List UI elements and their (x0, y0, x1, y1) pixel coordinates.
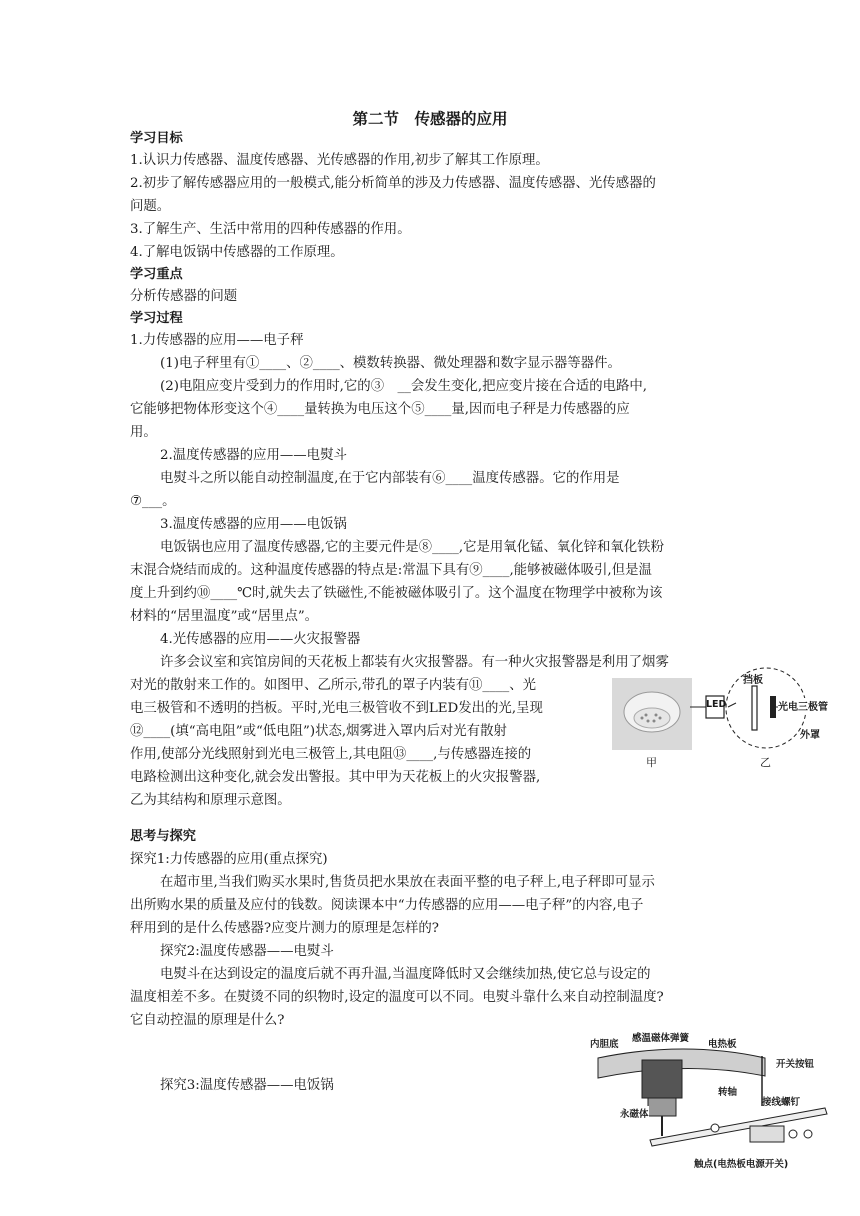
terminal-block (750, 1126, 784, 1142)
heading-key-point: 学习重点 (130, 267, 183, 282)
goal-3: 3.了解生产、生活中常用的四种传感器的作用。 (130, 222, 411, 237)
heading-explore: 思考与探究 (130, 829, 196, 844)
label-yi: 乙 (760, 756, 771, 769)
shaft-pivot (711, 1124, 719, 1132)
label-inner-bottom: 内胆底 (590, 1039, 619, 1050)
section-2-text-cont: ⑦___。 (130, 494, 176, 509)
explore-2-text: 电熨斗在达到设定的温度后就不再升温,当温度降低时又会继续加热,使它总与设定的 (160, 967, 651, 982)
section-4-text-cont2: 电三极管和不透明的挡板。平时,光电三极管收不到LED发出的光,呈现 (130, 701, 543, 716)
explore-3-title: 探究3:温度传感器——电饭锅 (160, 1078, 334, 1093)
permanent-magnet (648, 1098, 676, 1116)
lever-arm (650, 1108, 827, 1146)
figure-rice-cooker (590, 1033, 845, 1176)
magnet-spring-body (642, 1060, 682, 1098)
screw-2 (804, 1130, 812, 1138)
section-1-q2-cont: 它能够把物体形变这个④____量转换为电压这个⑤____量,因而电子秤是力传感器的应 (130, 402, 630, 417)
explore-2-text-cont1: 温度相差不多。在熨烫不同的织物时,设定的温度可以不同。电熨斗靠什么来自动控制温度? (130, 990, 664, 1005)
heading-goals: 学习目标 (130, 131, 183, 146)
section-1-q2-end: 用。 (130, 425, 157, 440)
section-3-text-cont3: 材料的“居里温度”或“居里点”。 (130, 609, 319, 624)
section-3-text-cont1: 末混合烧结而成的。这种温度传感器的特点是:常温下具有⑨____,能够被磁体吸引,但是温 (130, 563, 652, 578)
label-heater: 电热板 (708, 1039, 737, 1050)
label-phototransistor: 光电三极管 (778, 698, 828, 713)
phototransistor (770, 696, 776, 718)
explore-1-text-cont1: 出所购水果的质量及应付的钱数。阅读课本中“力传感器的应用——电子秤”的内容,电子 (130, 898, 644, 913)
label-shaft: 转轴 (718, 1087, 738, 1098)
section-1-q1: (1)电子秤里有①____、②____、模数转换器、微处理器和数字显示器等器件。 (160, 356, 621, 371)
key-point: 分析传感器的问题 (130, 289, 238, 304)
label-baffle: 挡板 (743, 675, 763, 686)
explore-2-title: 探究2:温度传感器——电熨斗 (160, 944, 334, 959)
explore-2-text-cont2: 它自动控温的原理是什么? (130, 1013, 285, 1028)
section-4-text-cont3: ⑫____(填“高电阻”或“低电阻”)状态,烟雾进入罩内后对光有散射 (130, 724, 507, 739)
label-contact: 触点(电热板电源开关) (694, 1159, 789, 1170)
label-switch-button: 开关按钮 (776, 1059, 815, 1070)
explore-1-text-cont2: 秤用到的是什么传感器?应变片测力的原理是怎样的? (130, 921, 439, 936)
goal-1: 1.认识力传感器、温度传感器、光传感器的作用,初步了解其工作原理。 (130, 153, 549, 168)
screw-1 (789, 1130, 797, 1138)
label-screw: 接线螺钉 (762, 1097, 801, 1108)
section-4-text-cont6: 乙为其结构和原理示意图。 (130, 793, 291, 808)
section-3-text-cont2: 度上升到约⑩____℃时,就失去了铁磁性,不能被磁体吸引了。这个温度在物理学中被称为该 (130, 586, 663, 601)
section-4-text-cont5: 电路检测出这种变化,就会发出警报。其中甲为天花板上的火灾报警器, (130, 770, 541, 785)
section-4-title: 4.光传感器的应用——火灾报警器 (160, 632, 361, 647)
section-1-q2: (2)电阻应变片受到力的作用时,它的③ __会发生变化,把应变片接在合适的电路中, (160, 379, 648, 394)
baffle-plate (752, 686, 757, 730)
label-magnet-spring: 感温磁体弹簧 (632, 1033, 690, 1044)
heading-process: 学习过程 (130, 311, 183, 326)
section-4-text-cont1: 对光的散射来工作的。如图甲、乙所示,带孔的罩子内装有⑪____、光 (130, 678, 536, 693)
section-3-text: 电饭锅也应用了温度传感器,它的主要元件是⑧____,它是用氧化锰、氧化锌和氧化铁粉 (160, 540, 664, 555)
goal-2-cont: 问题。 (130, 199, 171, 214)
light-ray (728, 703, 736, 707)
section-2-text: 电熨斗之所以能自动控制温度,在于它内部装有⑥____温度传感器。它的作用是 (160, 471, 620, 486)
section-4-text: 许多会议室和宾馆房间的天花板上都装有火灾报警器。有一种火灾报警器是利用了烟雾 (160, 655, 669, 670)
label-permanent-magnet: 永磁体 (620, 1106, 649, 1120)
figure-fire-alarm (610, 666, 840, 772)
detector-vent (634, 708, 670, 728)
page-title: 第二节 传感器的应用 (352, 110, 508, 128)
section-2-title: 2.温度传感器的应用——电熨斗 (160, 448, 347, 463)
label-cover: 外罩 (800, 730, 820, 741)
section-3-title: 3.温度传感器的应用——电饭锅 (160, 517, 347, 532)
section-4-text-cont4: 作用,使部分光线照射到光电三极管上,其电阻⑬____,与传感器连接的 (130, 747, 532, 762)
explore-1-title: 探究1:力传感器的应用(重点探究) (130, 852, 328, 867)
label-jia: 甲 (646, 756, 657, 769)
label-led: LED (706, 699, 727, 710)
fire-alarm-diagram (610, 666, 840, 772)
explore-1-text: 在超市里,当我们购买水果时,售货员把水果放在表面平整的电子秤上,电子秤即可显示 (160, 875, 655, 890)
section-1-title: 1.力传感器的应用——电子秤 (130, 333, 304, 348)
goal-2: 2.初步了解传感器应用的一般模式,能分析简单的涉及力传感器、温度传感器、光传感器的 (130, 176, 656, 191)
goal-4: 4.了解电饭锅中传感器的工作原理。 (130, 245, 344, 260)
